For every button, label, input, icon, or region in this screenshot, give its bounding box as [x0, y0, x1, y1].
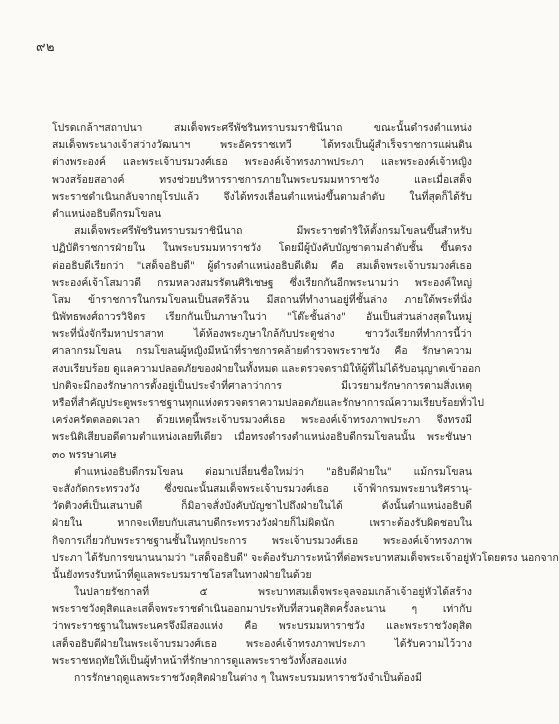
text-line: นั้นยังทรงรับหน้าที่ดูแลพระบรมราชโอรสในทางฝ่ายในด้วย	[52, 568, 312, 581]
paragraph	[52, 223, 484, 464]
paragraph	[52, 464, 559, 584]
text-line: ฝ่ายใน หากจะเทียบกับเสนาบดีกระทรวงวังฝ่ายก็ไม่ผิดนัก เพราะต้องรับผิดชอบใน	[52, 517, 472, 530]
paragraph	[52, 670, 472, 687]
text-line: ศาลากรมโขลน กรมโขลนผู้หญิงมีหน้าที่ราชการคล้ายตำรวจพระราชวัง คือ รักษาความ	[52, 345, 472, 358]
body-text	[52, 120, 559, 687]
text-line: เสด็จอธิบดีฝ่ายในพระเจ้าบรมวงศ์เธอ พระองค์เจ้าทรงภาพประภา ได้รับความไว้วาง	[52, 637, 472, 650]
text-line: พระนิติเสียบอดีตามตำแหน่งเลยทีเดียว เมื่อทรงดำรงตำแหน่งอธิบดีกรมโขลนนั้น พระชันษา	[52, 431, 472, 444]
text-line: พระราชวังดุสิตและเสด็จพระราชดำเนินออกมาประทับที่สวนดุสิตครั้งละนาน ๆ เท่ากับ	[52, 603, 472, 616]
text-line: วัดติวงศ์เป็นเสนาบดี ก็มิอาจสั่งบังคับบัญชาไปถึงฝ่ายในได้ ดังนั้นตำแหน่งอธิบดี	[52, 500, 472, 513]
text-line: สมเด็จพระนางเจ้าสว่างวัฒนาฯ พระอัครราชเทวี ได้ทรงเป็นผู้สำเร็จราชการแผ่นดิน	[52, 139, 472, 152]
page-number: ๙๒	[36, 40, 56, 55]
paragraph	[52, 120, 472, 223]
text-line: ต่ออธิบดีเรียกว่า "เสด็จอธิบดี" ผู้ดำรงตำแหน่งอธิบดีเดิม คือ สมเด็จพระเจ้าบรมวงศ์เธอ	[52, 259, 472, 272]
text-line: ต่างพระองค์ และพระเจ้าบรมวงศ์เธอ พระองค์เจ้าทรงภาพประภา และพระองค์เจ้าหญิง	[52, 156, 472, 169]
text-line: พวงสร้อยสอางค์ ทรงช่วยบริหารราชการภายในพระบรมมหาราชวัง และเมื่อเสด็จ	[52, 173, 472, 186]
text-line: ตำแหน่งอธิบดีกรมโขลน	[52, 207, 162, 220]
text-line: ปกติจะมีกองรักษาการตั้งอยู่เป็นประจำที่ศาลาว่าการ มีเวรยามรักษาการตามสิ่งเหตุ	[52, 379, 472, 392]
text-line: ว่าพระราชฐานในพระนครจึงมีสองแห่ง คือ พระบรมมหาราชวัง และพระราชวังดุสิต	[52, 620, 472, 633]
text-line: เคร่งครัดตลอดเวลา ด้วยเหตุนี้พระเจ้าบรมวงศ์เธอ พระองค์เจ้าทรงภาพประภา จึงทรงมี	[52, 414, 472, 427]
text-line: จะสังกัดกระทรวงวัง ซึ่งขณะนั้นสมเด็จพระเจ้าบรมวงศ์เธอ เจ้าฟ้ากรมพระยานริศรานุ-	[52, 482, 472, 495]
text-line: พระราชดำเนินกลับจากยุโรปแล้ว จึงได้ทรงเลื่อนตำแหน่งขึ้นตามลำดับ ในที่สุดก็ได้รับ	[52, 190, 472, 203]
text-line: พระราชหฤทัยให้เป็นผู้ทำหน้าที่รักษาการดูแลพระราชวังทั้งสองแห่ง	[52, 654, 347, 667]
text-line: พระที่นั่งจักรีมหาปราสาท ได้ห้องพระภูษาใกล้กับประตูช่าง ชาววังเรียกที่ทำการนี้ว่า	[52, 328, 472, 341]
text-line: ตำแหน่งอธิบดีกรมโขลน ต่อมาเปลี่ยนชื่อใหม่ว่า "อธิบดีฝ่ายใน" แม้กรมโขลน	[74, 465, 472, 478]
text-line: หรือที่สำคัญประตูพระราชฐานทุกแห่งตรวจตราความปลอดภัยและรักษาการณ์ความเรียบร้อยทั่วไป	[52, 397, 484, 409]
text-line: โสม ข้าราชการในกรมโขลนเป็นสตรีล้วน มีสถานที่ทำงานอยู่ที่ชั้นล่าง ภายใต้พระที่นั่ง	[52, 293, 472, 306]
text-line: ๓๐ พรรษาเศษ	[52, 448, 117, 461]
text-line: กิจการเกี่ยวกับพระราชฐานชั้นในทุกประการ พระเจ้าบรมวงศ์เธอ พระองค์เจ้าทรงภาพ	[52, 534, 472, 547]
text-line: การรักษาฤดูแลพระราชวังดุสิตฝ่ายในต่าง ๆ ในพระบรมมหาราชวังจำเป็นต้องมี	[74, 672, 422, 684]
paragraph	[52, 584, 472, 670]
text-line: ปฏิบัติราชการฝ่ายใน ในพระบรมมหาราชวัง โดยมีผู้บังคับบัญชาตามลำดับชั้น ขึ้นตรง	[52, 242, 472, 255]
text-line: ในปลายรัชกาลที่ ๕ พระบาทสมเด็จพระจุลจอมเกล้าเจ้าอยู่หัวได้สร้าง	[74, 586, 472, 599]
text-line: นิพัทธพงศ์ถาวรวิจิตร เรียกกันเป็นภาษาในว่า "โต๊ะชั้นล่าง" อันเป็นส่วนล่างสุดในหมู่	[52, 311, 472, 324]
text-line: ประภา ได้รับการขนานนามว่า "เสด็จอธิบดี" จะต้องรับภาระหน้าที่ต่อพระบาทสมเด็จพระเจ้าอยู่หัวโดยตรง นอกจาก	[52, 551, 559, 564]
text-line: สงบเรียบร้อย ดูแลความปลอดภัยของฝ่ายในทั้งหมด และตรวจตรามิให้ผู้ที่ไม่ได้รับอนุญาตเข้าออก	[52, 362, 481, 375]
text-line: พระองค์เจ้าโสมาวดี กรมหลวงสมรรัตนศิริเชษฐ ซึ่งเรียกกันอีกพระนามว่า พระองค์ใหญ่	[52, 276, 472, 289]
text-line: สมเด็จพระศรีพัชรินทราบรมราชินีนาถ มีพระราชดำริให้ตั้งกรมโขลนขึ้นสำหรับ	[74, 225, 472, 238]
text-line: โปรดเกล้าฯสถาปนา สมเด็จพระศรีพัชรินทราบรมราชินีนาถ ขณะนั้นดำรงตำแหน่ง	[52, 122, 472, 134]
